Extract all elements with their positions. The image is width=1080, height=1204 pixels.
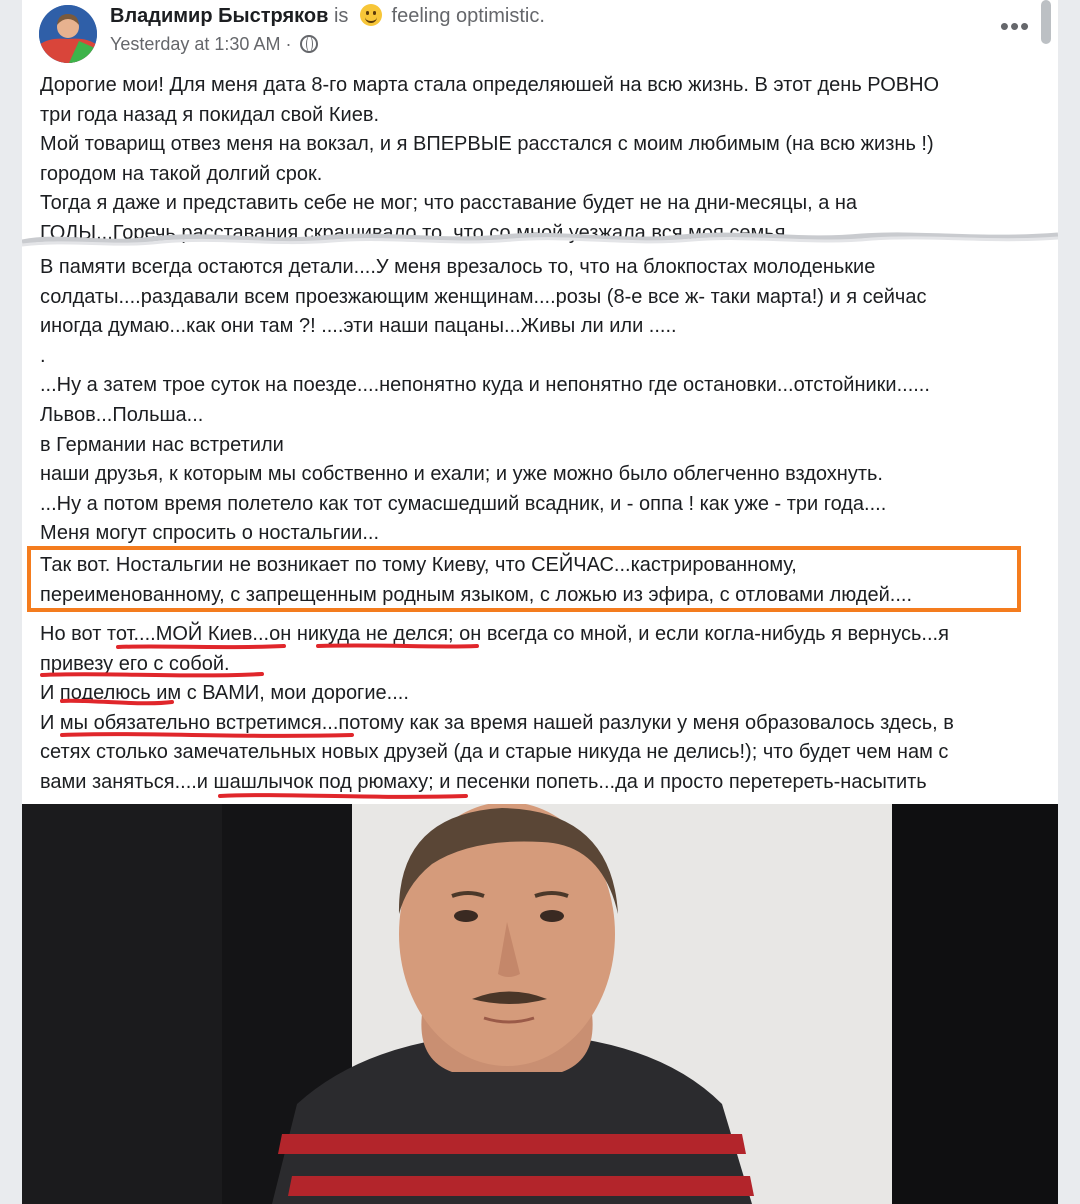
- text-line: наши друзья, к которым мы собственно и ехали; и уже можно было облегченно вздохнуть.: [40, 463, 883, 486]
- text-line: ...Ну а потом время полетело как тот сумасшедший всадник, и - оппа ! как уже - три года....: [40, 492, 887, 515]
- text-line: ГОДЫ...Горечь расставания скрашивало то, что со мной уезжала вся моя семья....: [40, 221, 808, 244]
- post-text-part-3: [40, 620, 1050, 798]
- text-line: привезу его с собой.: [40, 652, 230, 675]
- post-photo[interactable]: [22, 804, 1058, 1204]
- post-text-highlighted: [40, 551, 1050, 610]
- post-header-line: [110, 2, 545, 30]
- text-line: солдаты....раздавали всем проезжающим женщинам....розы (8-е все ж- таки марта!) и я сейчас: [40, 285, 927, 308]
- facebook-post: [22, 0, 1058, 1204]
- post-timestamp[interactable]: Yesterday at 1:30 AM: [110, 34, 281, 54]
- post-text-part-1: [40, 71, 1050, 249]
- avatar-photo: [39, 5, 97, 63]
- text-line: городом на такой долгий срок.: [40, 162, 323, 185]
- text-line: В памяти всегда остаются детали....У меня врезалось то, что на блокпостах молоденькие: [40, 256, 876, 278]
- text-line: иногда думаю...как они там ?! ....эти наши пацаны...Живы ли или .....: [40, 315, 677, 338]
- text-line: Меня могут спросить о ностальгии...: [40, 522, 380, 545]
- more-options-icon[interactable]: •••: [999, 11, 1031, 41]
- text-line: три года назад я покидал свой Киев.: [40, 103, 380, 126]
- author-name[interactable]: Владимир Быстряков: [110, 5, 329, 27]
- text-line: И поделюсь им с ВАМИ, мои дорогие....: [40, 682, 409, 705]
- text-line: Дорогие мои! Для меня дата 8-го марта стала определяюшей на всю жизнь. В этот день РОВНО: [40, 74, 940, 96]
- avatar[interactable]: [39, 5, 97, 63]
- text-line: Так вот. Ностальгии не возникает по тому Киеву, что СЕЙЧАС...кастрированному,: [40, 554, 797, 576]
- text-line: Львов...Польша...: [40, 403, 204, 426]
- text-line: Тогда я даже и представить себе не мог; что расставание будет не на дни-месяцы, а на: [40, 192, 858, 215]
- smiling-emoji-icon: [360, 4, 382, 26]
- text-line: И мы обязательно встретимся...потому как за время нашей разлуки у меня образовалось здесь, в: [40, 711, 954, 734]
- meta-separator: ·: [285, 34, 292, 54]
- text-line: вами заняться....и шашлычок под рюмаху; и песенки попеть...да и просто перетереть-насытить: [40, 770, 927, 793]
- post-meta: [110, 32, 318, 56]
- screenshot-tear-divider: [22, 226, 1058, 252]
- text-line: в Германии нас встретили: [40, 433, 284, 456]
- text-line: переименованному, с запрещенным родным языком, с ложью из эфира, с отловами людей....: [40, 583, 913, 606]
- feeling-text: feeling optimistic.: [391, 5, 545, 27]
- post-text-part-2: [40, 253, 1050, 549]
- scrollbar[interactable]: [1040, 0, 1054, 48]
- text-line: .: [40, 344, 46, 367]
- text-line: ...Ну а затем трое суток на поезде....непонятно куда и непонятно где остановки...отстойники......: [40, 374, 930, 397]
- globe-icon[interactable]: [300, 35, 318, 53]
- text-line: Мой товарищ отвез меня на вокзал, и я ВПЕРВЫЕ расстался с моим любимым (на всю жизнь !): [40, 133, 934, 156]
- text-line: сетях столько замечательных новых друзей (да и старые никуда не делись!); что будет чем нам с: [40, 741, 949, 764]
- status-prefix: is: [333, 5, 349, 27]
- text-line: Но вот тот....МОЙ Киев...он никуда не делся; он всегда со мной, и если когла-нибудь я вернусь...я: [40, 623, 949, 645]
- scrollbar-thumb[interactable]: [1041, 0, 1051, 44]
- portrait-image: [22, 804, 1058, 1204]
